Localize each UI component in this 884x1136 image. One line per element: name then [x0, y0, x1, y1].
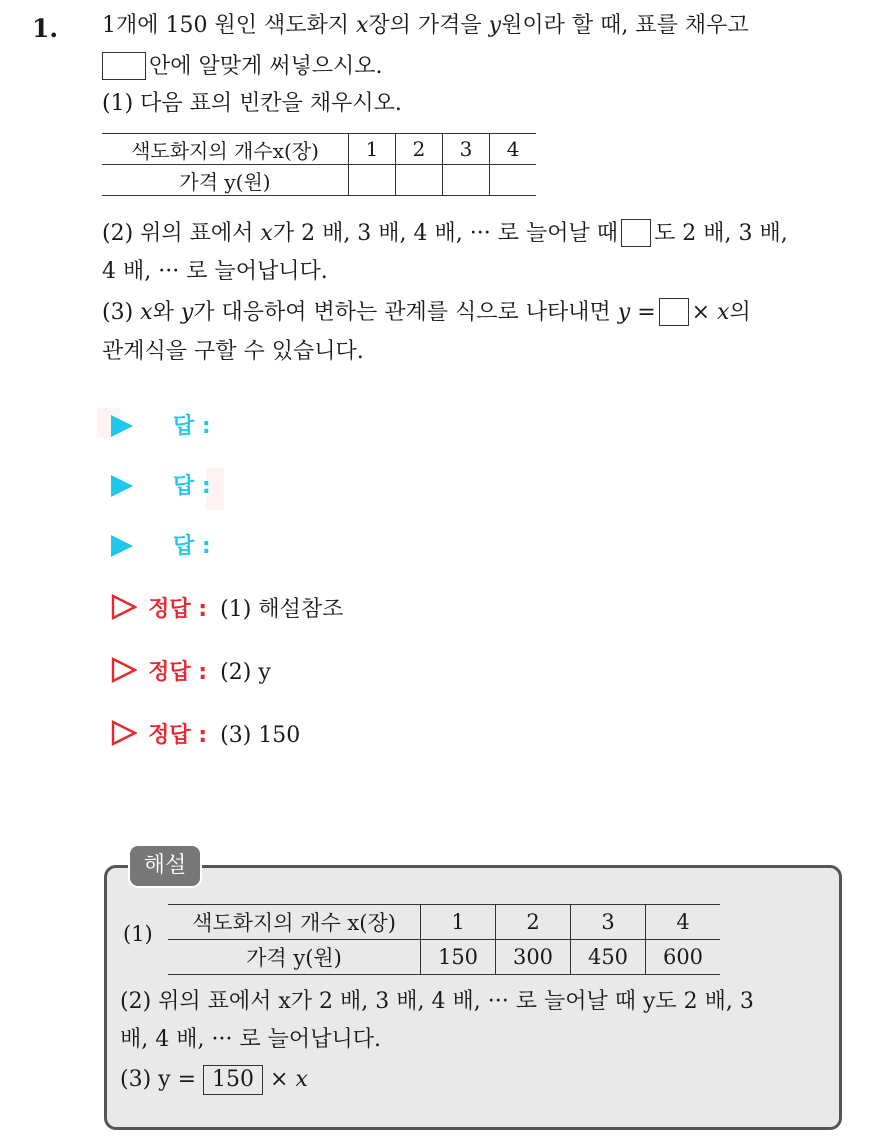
answer-label: 답 :	[173, 534, 211, 559]
part3-times: × x	[691, 300, 730, 325]
row1-cell: 3	[443, 134, 490, 165]
row2-empty-cell[interactable]	[396, 165, 443, 196]
row1-cell: 3	[571, 905, 646, 940]
row1-cell: 1	[349, 134, 396, 165]
row2-empty-cell[interactable]	[443, 165, 490, 196]
part3-line1	[102, 297, 751, 329]
answer-label: 답 :	[173, 414, 211, 439]
row1-cell: 4	[490, 134, 537, 165]
part3-text-a: (3)	[102, 300, 141, 325]
row1-label: 색도화지의 개수x(장)	[102, 134, 349, 165]
solution-label: 정답 :	[148, 723, 208, 748]
solution-value: (3) 150	[220, 723, 301, 748]
answer-box: 150	[203, 1065, 263, 1095]
row1-label: 색도화지의 개수 x(장)	[168, 905, 421, 940]
play-arrow-icon	[111, 475, 133, 497]
explanation-part2-line2: 배, 4 배, ··· 로 늘어납니다.	[120, 1027, 381, 1052]
row2-empty-cell[interactable]	[490, 165, 537, 196]
row2-cell: 450	[571, 940, 646, 975]
row1-cell: 2	[396, 134, 443, 165]
solution-label: 정답 :	[148, 597, 208, 622]
answer-label: 답 :	[173, 474, 211, 499]
solution-row-2	[111, 655, 271, 686]
intro-text-b: 장의 가격을	[368, 13, 489, 38]
play-arrow-icon	[111, 535, 133, 557]
var-y: y	[180, 300, 194, 325]
var-x: x	[355, 13, 369, 38]
row1-cell: 1	[421, 905, 496, 940]
intro-text-d: 안에 알맞게 써넣으시오.	[149, 54, 383, 79]
outline-arrow-icon	[111, 720, 137, 746]
question-table	[102, 133, 536, 196]
row1-cell: 4	[646, 905, 721, 940]
part3-suffix: 의	[729, 300, 751, 325]
var-x: x	[260, 221, 273, 246]
solution-label: 정답 :	[148, 660, 208, 685]
var-x: x	[140, 300, 153, 325]
question-number: 1.	[32, 14, 59, 43]
row2-cell: 300	[496, 940, 571, 975]
question-intro-line1	[102, 10, 749, 42]
play-arrow-icon	[111, 415, 133, 437]
part3-suffix: × x	[270, 1067, 308, 1092]
blank-box	[659, 298, 689, 326]
blank-box	[621, 219, 651, 247]
part2-text-a: (2) 위의 표에서	[102, 221, 261, 246]
part3-text-mid: 와	[152, 300, 181, 325]
row1-cell: 2	[496, 905, 571, 940]
solution-row-3	[111, 718, 300, 749]
intro-text-a: 1개에 150 원인 색도화지	[102, 13, 356, 38]
part2-text-b: 가 2 배, 3 배, 4 배, ··· 로 늘어날 때	[272, 221, 618, 246]
explanation-tag: 해설	[128, 844, 202, 888]
part3-prefix: (3) y =	[120, 1067, 197, 1092]
explanation-part3	[120, 1064, 308, 1096]
outline-arrow-icon	[111, 657, 137, 683]
row2-empty-cell[interactable]	[349, 165, 396, 196]
part2-line2: 4 배, ··· 로 늘어납니다.	[102, 259, 328, 284]
row2-cell: 150	[421, 940, 496, 975]
part2-text-c: 도 2 배, 3 배,	[653, 221, 788, 246]
explanation-part2-line1: (2) 위의 표에서 x가 2 배, 3 배, 4 배, ··· 로 늘어날 때 y도 2 배, 3	[120, 989, 754, 1014]
blank-box	[102, 52, 146, 80]
part3-eq: y =	[617, 300, 656, 325]
solution-value: (2) y	[220, 660, 271, 685]
explanation-part1-label: (1)	[123, 922, 153, 946]
part1-prompt: (1) 다음 표의 빈칸을 채우시오.	[102, 91, 402, 116]
part2-line1	[102, 218, 788, 250]
intro-text-c: 원이라 할 때, 표를 채우고	[501, 13, 749, 38]
part3-line2: 관계식을 구할 수 있습니다.	[102, 339, 364, 364]
row2-cell: 600	[646, 940, 721, 975]
part3-text-b: 가 대응하여 변하는 관계를 식으로 나타내면	[193, 300, 618, 325]
var-y: y	[488, 13, 502, 38]
solution-value: (1) 해설참조	[220, 597, 344, 622]
question-intro-line2	[102, 51, 383, 83]
row2-label: 가격 y(원)	[168, 940, 421, 975]
solution-row-1	[111, 592, 343, 623]
row2-label: 가격 y(원)	[102, 165, 349, 196]
explanation-table	[168, 904, 720, 975]
outline-arrow-icon	[111, 594, 137, 620]
